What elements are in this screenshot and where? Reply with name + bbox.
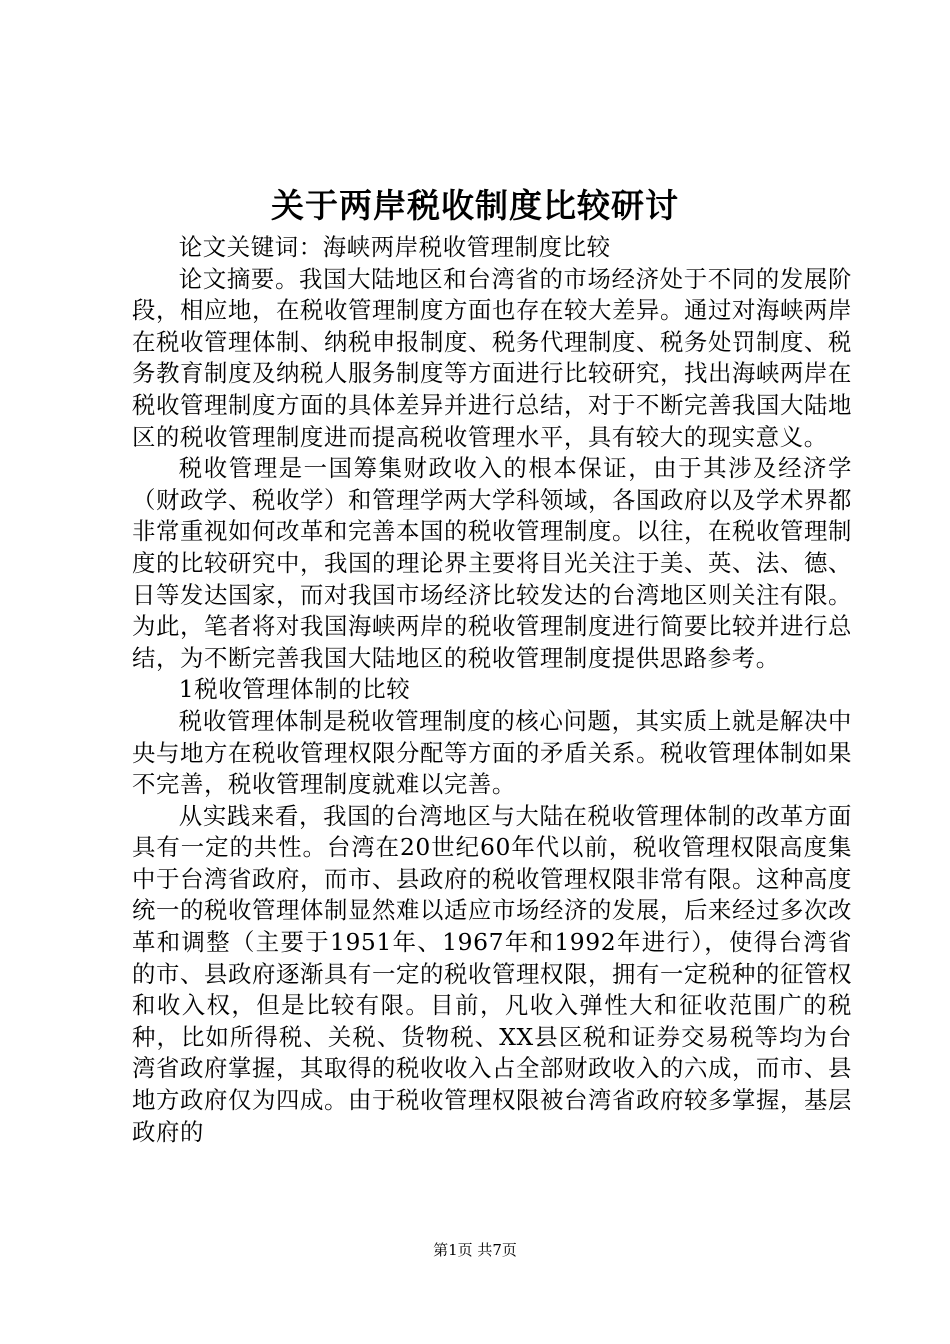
body-paragraph: 从实践来看，我国的台湾地区与大陆在税收管理体制的改革方面具有一定的共性。台湾在20世纪60年代以前，税收管理权限高度集中于台湾省政府，而市、县政府的税收管理权限非常有限。这种高度统一的税收管理体制显然难以适应市场经济的发展，后来经过多次改革和调整（主要于1951年、1967年和1992年进行），使得台湾省的市、县政府逐渐具有一定的税收管理权限，拥有一定税种的征管权和收入权，但是比较有限。目前，凡收入弹性大和征收范围广的税种，比如所得税、关税、货物税、XX县区税和证券交易税等均为台湾省政府掌握，其取得的税收收入占全部财政收入的六成，而市、县地方政府仅为四成。由于税收管理权限被台湾省政府较多掌握，基层政府的 [132, 801, 852, 1146]
keywords-paragraph: 论文关键词：海峡两岸税收管理制度比较 [178, 233, 611, 261]
intro-paragraph: 税收管理是一国筹集财政收入的根本保证，由于其涉及经济学（财政学、税收学）和管理学两大学科领域，各国政府以及学术界都非常重视如何改革和完善本国的税收管理制度。以往，在税收管理制度的比较研究中，我国的理论界主要将目光关注于美、英、法、德、日等发达国家，而对我国市场经济比较发达的台湾地区则关注有限。为此，笔者将对我国海峡两岸的税收管理制度进行简要比较并进行总结，为不断完善我国大陆地区的税收管理制度提供思路参考。 [132, 454, 852, 672]
section-heading: 1税收管理体制的比较 [178, 675, 411, 704]
document-body [132, 232, 852, 1148]
abstract-paragraph: 论文摘要。我国大陆地区和台湾省的市场经济处于不同的发展阶段，相应地，在税收管理制度方面也存在较大差异。通过对海峡两岸在税收管理体制、纳税申报制度、税务代理制度、税务处罚制度、税务教育制度及纳税人服务制度等方面进行比较研究，找出海峡两岸在税收管理制度方面的具体差异并进行总结，对于不断完善我国大陆地区的税收管理制度进而提高税收管理水平，具有较大的现实意义。 [132, 264, 852, 451]
body-paragraph: 税收管理体制是税收管理制度的核心问题，其实质上就是解决中央与地方在税收管理权限分配等方面的矛盾关系。税收管理体制如果不完善，税收管理制度就难以完善。 [132, 706, 852, 799]
page-footer: 第1页 共7页 [433, 1241, 517, 1259]
document-title: 关于两岸税收制度比较研讨 [271, 186, 679, 225]
